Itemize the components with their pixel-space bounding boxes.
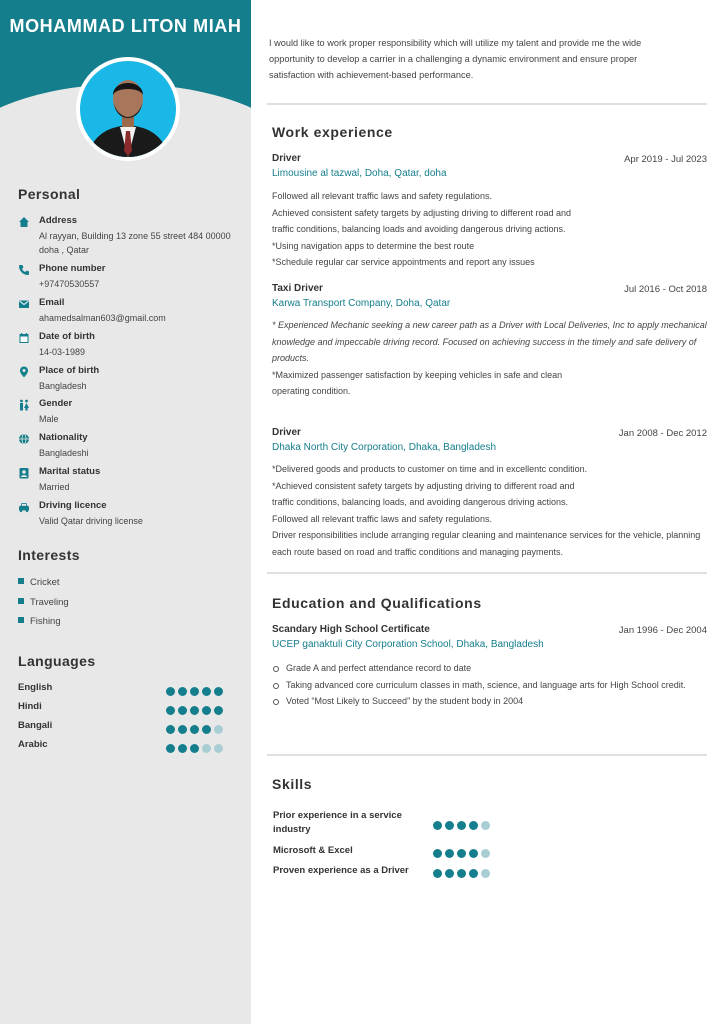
level-dot-filled bbox=[457, 849, 466, 858]
interest-item bbox=[18, 577, 60, 588]
level-dot-filled bbox=[202, 706, 211, 715]
skill-level bbox=[433, 845, 493, 863]
job-title: Driver bbox=[272, 153, 301, 164]
job-line: *Maximized passenger satisfaction by keeping vehicles in safe and clean operating condition. bbox=[272, 369, 563, 396]
language-level bbox=[166, 702, 226, 720]
job-line: Driver responsibilities include arranging regular cleaning and maintenance services for the vehicle, planning each route based on road and traffic conditions and managing payments. bbox=[272, 530, 701, 557]
level-dot-filled bbox=[445, 821, 454, 830]
home-icon bbox=[18, 216, 30, 228]
level-dot-filled bbox=[214, 687, 223, 696]
language-name: English bbox=[18, 682, 53, 693]
language-name: Bangali bbox=[18, 720, 53, 731]
calendar-icon bbox=[18, 332, 30, 344]
level-dot-filled bbox=[214, 706, 223, 715]
divider bbox=[267, 572, 707, 574]
skill-name: Prior experience in a service industry bbox=[273, 810, 402, 835]
divider bbox=[267, 754, 707, 756]
personal-heading: Personal bbox=[18, 186, 81, 202]
job-description bbox=[272, 188, 707, 271]
phone-icon bbox=[18, 264, 30, 276]
skill-name: Microsoft & Excel bbox=[273, 845, 353, 856]
job-title: Driver bbox=[272, 427, 301, 438]
skill-level bbox=[433, 817, 493, 835]
marital-label: Marital status bbox=[39, 466, 101, 477]
interest-label: Traveling bbox=[30, 597, 69, 608]
language-name: Arabic bbox=[18, 739, 48, 750]
job-line: Achieved consistent safety targets by adjusting driving to different road and traffic conditions, balancing loads and avoiding dangerous driving actions. bbox=[272, 207, 572, 234]
profile-photo bbox=[76, 57, 180, 161]
phone-value: +97470530557 bbox=[39, 279, 100, 289]
address-value: Al rayyan, Building 13 zone 55 street 484 00000 doha , Qatar bbox=[39, 231, 231, 255]
level-dot-empty bbox=[214, 725, 223, 734]
dob-label: Date of birth bbox=[39, 331, 95, 342]
divider bbox=[267, 103, 707, 105]
level-dot-filled bbox=[178, 706, 187, 715]
email-value: ahamedsalman603@gmail.com bbox=[39, 313, 166, 323]
education-bullet: Voted “Most Likely to Succeed” by the student body in 2004 bbox=[272, 693, 692, 710]
skills-heading: Skills bbox=[272, 776, 313, 792]
interest-label: Cricket bbox=[30, 577, 60, 588]
summary-text: I would like to work proper responsibility which will utilize my talent and provide me the wide opportunity to develop a carrier in a challenging a dynamic environment and ensure proper satisfaction with achievement-based performance. bbox=[269, 38, 642, 80]
level-dot-filled bbox=[469, 849, 478, 858]
job-line: Followed all relevant traffic laws and safety regulations. bbox=[272, 513, 492, 524]
dob-value: 14-03-1989 bbox=[39, 347, 86, 357]
job-company: Limousine al tazwal, Doha, Qatar, doha bbox=[272, 168, 447, 179]
level-dot-filled bbox=[433, 821, 442, 830]
main-content bbox=[251, 0, 724, 1024]
education-dates: Jan 1996 - Dec 2004 bbox=[618, 625, 707, 636]
square-bullet-icon bbox=[18, 578, 24, 584]
work-heading: Work experience bbox=[272, 124, 393, 140]
level-dot-filled bbox=[433, 869, 442, 878]
job-company: Dhaka North City Corporation, Dhaka, Bangladesh bbox=[272, 442, 497, 453]
job-line: Followed all relevant traffic laws and safety regulations. bbox=[272, 191, 492, 201]
level-dot-filled bbox=[445, 869, 454, 878]
job-line: *Schedule regular car service appointments and report any issues bbox=[272, 257, 535, 267]
languages-heading: Languages bbox=[18, 653, 96, 669]
location-pin-icon bbox=[18, 366, 30, 378]
birthplace-label: Place of birth bbox=[39, 365, 100, 376]
job-title: Taxi Driver bbox=[272, 283, 323, 294]
language-row bbox=[18, 720, 228, 732]
level-dot-empty bbox=[481, 821, 490, 830]
job-dates: Apr 2019 - Jul 2023 bbox=[624, 154, 707, 165]
job-line: *Using navigation apps to determine the best route bbox=[272, 240, 475, 251]
level-dot-filled bbox=[166, 744, 175, 753]
interest-item bbox=[18, 597, 69, 608]
education-bullets bbox=[272, 660, 692, 710]
gender-value: Male bbox=[39, 414, 59, 424]
skill-level bbox=[433, 865, 493, 883]
language-name: Hindi bbox=[18, 701, 42, 712]
address-label: Address bbox=[39, 215, 78, 226]
job-company: Karwa Transport Company, Doha, Qatar bbox=[272, 298, 451, 309]
education-heading: Education and Qualifications bbox=[272, 595, 482, 611]
language-level bbox=[166, 740, 226, 758]
level-dot-filled bbox=[178, 725, 187, 734]
level-dot-filled bbox=[178, 687, 187, 696]
globe-icon bbox=[18, 433, 30, 445]
interest-label: Fishing bbox=[30, 616, 61, 627]
square-bullet-icon bbox=[18, 617, 24, 623]
language-level bbox=[166, 721, 226, 739]
level-dot-filled bbox=[190, 725, 199, 734]
level-dot-filled bbox=[178, 744, 187, 753]
level-dot-filled bbox=[433, 849, 442, 858]
level-dot-filled bbox=[445, 849, 454, 858]
language-row bbox=[18, 682, 228, 694]
level-dot-filled bbox=[457, 869, 466, 878]
gender-icon bbox=[18, 399, 30, 411]
square-bullet-icon bbox=[18, 598, 24, 604]
education-title: Scandary High School Certificate bbox=[272, 624, 430, 635]
gender-label: Gender bbox=[39, 398, 73, 409]
id-badge-icon bbox=[18, 467, 30, 479]
level-dot-filled bbox=[190, 687, 199, 696]
level-dot-filled bbox=[166, 687, 175, 696]
language-row bbox=[18, 701, 228, 713]
level-dot-filled bbox=[469, 821, 478, 830]
job-description bbox=[272, 461, 707, 560]
level-dot-empty bbox=[481, 849, 490, 858]
level-dot-empty bbox=[202, 744, 211, 753]
job-line: *Delivered goods and products to customer on time and in excellentc condition. bbox=[272, 464, 588, 474]
education-school: UCEP ganaktuli City Corporation School, Dhaka, Bangladesh bbox=[272, 639, 544, 650]
level-dot-empty bbox=[481, 869, 490, 878]
level-dot-filled bbox=[166, 706, 175, 715]
interests-heading: Interests bbox=[18, 547, 80, 563]
marital-value: Married bbox=[39, 482, 70, 492]
job-objective: * Experienced Mechanic seeking a new career path as a Driver with Local Deliveries, Inc to apply mechanical knowledge and impeccable driving record. Focused on achieving success in the timely and safe delivery of products. bbox=[272, 320, 707, 363]
car-icon bbox=[18, 501, 30, 513]
sidebar bbox=[0, 0, 251, 1024]
language-row bbox=[18, 739, 228, 751]
level-dot-filled bbox=[190, 744, 199, 753]
licence-label: Driving licence bbox=[39, 500, 107, 511]
licence-value: Valid Qatar driving license bbox=[39, 516, 143, 526]
interest-item bbox=[18, 616, 61, 627]
level-dot-filled bbox=[202, 725, 211, 734]
level-dot-filled bbox=[469, 869, 478, 878]
candidate-name: MOHAMMAD LITON MIAH bbox=[9, 16, 242, 36]
job-dates: Jul 2016 - Oct 2018 bbox=[624, 284, 707, 295]
job-description bbox=[272, 317, 707, 400]
phone-label: Phone number bbox=[39, 263, 106, 274]
level-dot-filled bbox=[457, 821, 466, 830]
education-bullet: Grade A and perfect attendance record to date bbox=[272, 660, 692, 677]
level-dot-filled bbox=[166, 725, 175, 734]
education-bullet: Taking advanced core curriculum classes in math, science, and language arts for High School credit. bbox=[272, 677, 692, 694]
birthplace-value: Bangladesh bbox=[39, 381, 87, 391]
nationality-value: Bangladeshi bbox=[39, 448, 89, 458]
job-line: *Achieved consistent safety targets by adjusting driving to different road and traffic conditions, balancing loads, and avoiding dangerous driving actions. bbox=[272, 480, 575, 507]
job-dates: Jan 2008 - Dec 2012 bbox=[618, 428, 707, 439]
level-dot-empty bbox=[214, 744, 223, 753]
email-icon bbox=[18, 298, 30, 310]
avatar bbox=[80, 61, 176, 157]
level-dot-filled bbox=[190, 706, 199, 715]
nationality-label: Nationality bbox=[39, 432, 88, 443]
level-dot-filled bbox=[202, 687, 211, 696]
language-level bbox=[166, 683, 226, 701]
skill-name: Proven experience as a Driver bbox=[273, 865, 409, 876]
email-label: Email bbox=[39, 297, 65, 308]
